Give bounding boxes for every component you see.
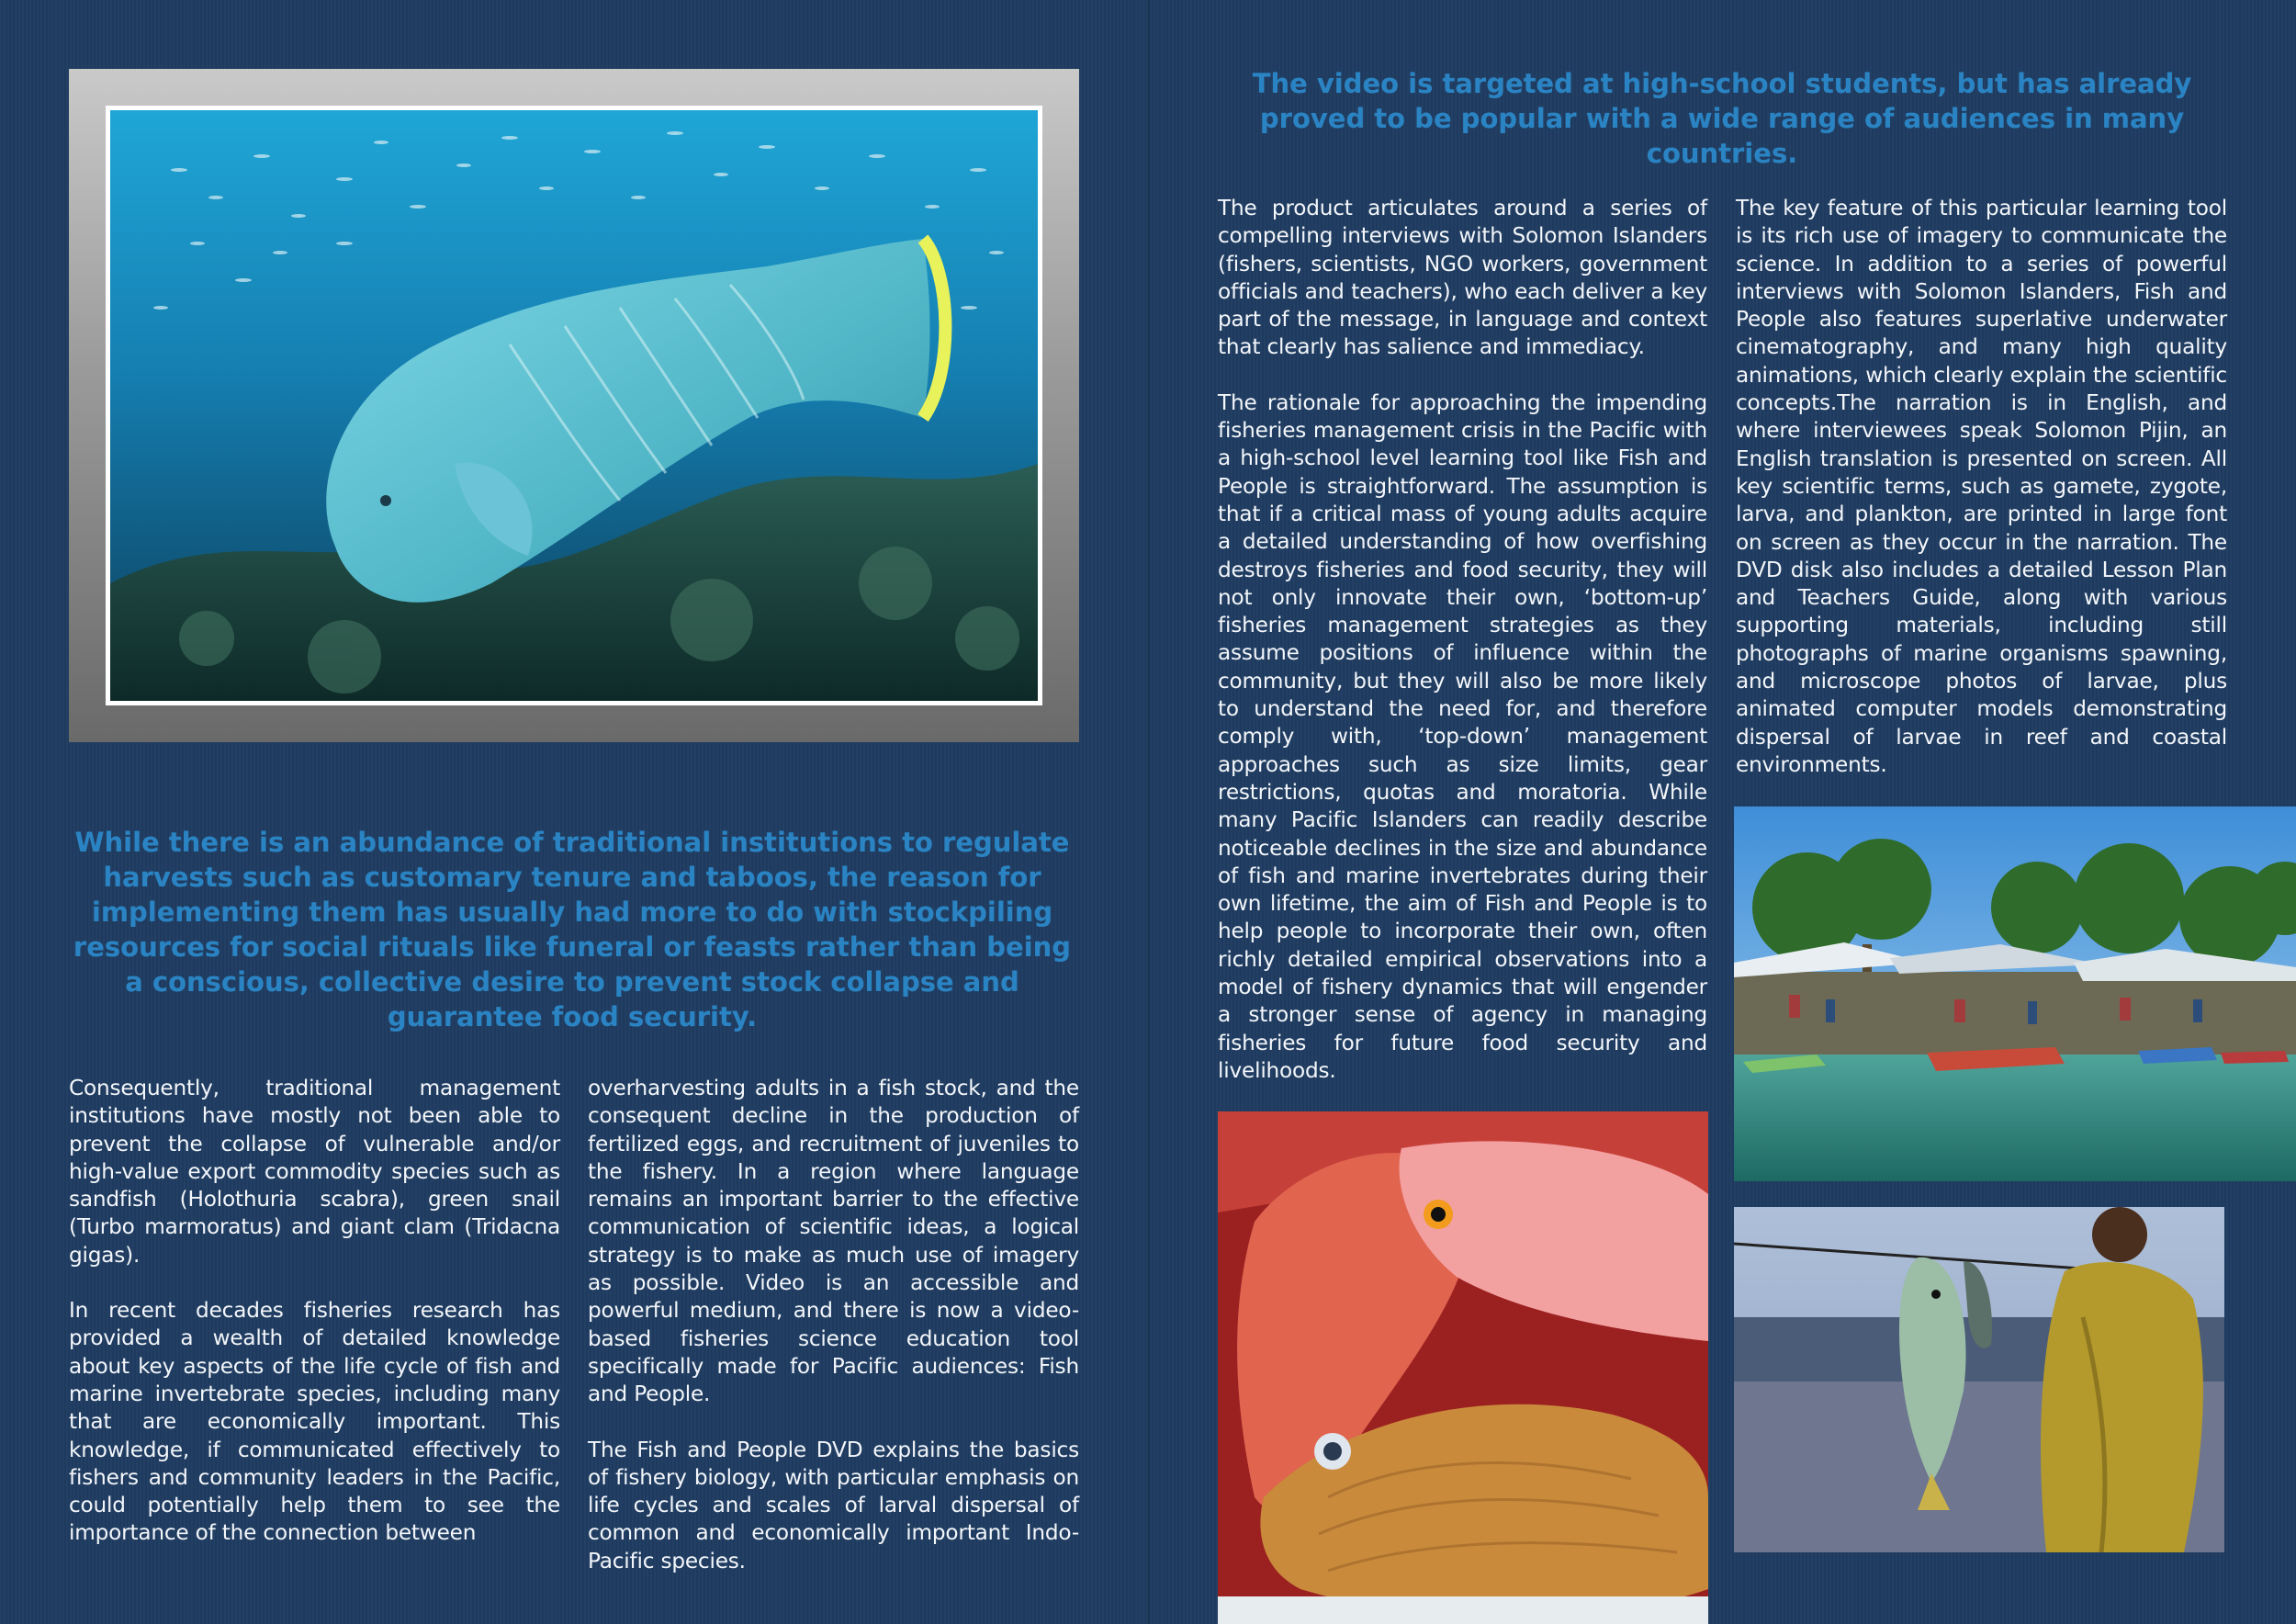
body-column-left-2 — [588, 1075, 1079, 1603]
paragraph: The rationale for approaching the impending fisheries management crisis in the Pacific with a high-school level learning tool like Fish and People is straightforward. The assumption is that if a critical mass of young adults acquire a detailed understanding of how overfishing destroys fisheries and food security, they will not only innovate their own, ‘bottom-up’ fisheries management strategies as they assume positions of influence within the community, but they will also be more likely to understand the need for, and therefore comply with, ‘top-down’ management approaches such as size limits, gear restrictions, quotas and moratoria. While many Pacific Islanders can readily describe noticeable declines in the size and abundance of fish and marine invertebrates during their own lifetime, the aim of Fish and People is to help people to incorporate their own, often richly detailed empirical observations into a model of fishery dynamics that will engender a stronger sense of agency in managing fisheries for future food security and livelihoods. — [1218, 389, 1707, 1083]
paragraph: In recent decades fisheries research has provided a wealth of detailed knowledge about key aspects of the life cycle of fish and marine invertebrate species, including many that are economically important. This knowledge, if communicated effectively to fishers and community leaders in the Pacific, could potentially help them to see the importance of the connection between — [69, 1298, 560, 1546]
pull-quote-traditional-institutions: While there is an abundance of traditional institutions to regulate harvests such as customary tenure and taboos, the reason for implementing them has usually had more to do with stockpiling resources for social rituals like funeral or feasts rather than being a conscious, collective desire to prevent stock collapse and guarantee food security. — [73, 827, 1072, 1032]
red-snapper-catch-photo — [1218, 1111, 1708, 1624]
page-gutter — [1148, 0, 1150, 1624]
body-column-right-2 — [1736, 195, 2227, 806]
paragraph: Consequently, traditional management institutions have mostly not been able to prevent the collapse of vulnerable and/or high-value export commodity species such as sandfish (Holothuria scabra), green snail (Turbo marmoratus) and giant clam (Tridacna gigas). — [69, 1076, 560, 1268]
paragraph: The product articulates around a series of compelling interviews with Solomon Islanders (fishers, scientists, NGO workers, government officials and teachers), who each deliver a key part of the message, in language and context that clearly has salience and immediacy. — [1218, 196, 1707, 360]
paragraph: The Fish and People DVD explains the basics of fishery biology, with particular emphasis on life cycles and scales of larval dispersal of common and economically important Indo-Pacific species. — [588, 1437, 1079, 1573]
humphead-wrasse-photo — [69, 69, 1079, 742]
paragraph: overharvesting adults in a fish stock, and the consequent decline in the production of fertilized eggs, and recruitment of juveniles to the fishery. In a region where language remains an important barrier to the effective communication of scientific ideas, a logical strategy is to make as much use of imagery as possible. Video is an accessible and powerful medium, and there is now a video-based fisheries science education tool specifically made for Pacific audiences: Fish and People. — [588, 1076, 1079, 1407]
paragraph: The key feature of this particular learning tool is its rich use of imagery to communicate the science. In addition to a series of powerful interviews with Solomon Islanders, Fish and People also features superlative underwater cinematography, and many high quality animations, which clearly explain the scientific concepts.The narration is in English, and where interviewees speak Solomon Pijin, an English translation is presented on screen. All key scientific terms, such as gamete, zygote, larva, and plankton, are printed in large font on screen as they occur in the narration. The DVD disk also includes a detailed Lesson Plan and Teachers Guide, along with various supporting materials, including still photographs of marine organisms spawning, and microscope photos of larvae, plus animated computer models demonstrating dispersal of larvae in reef and coastal environments. — [1736, 196, 2227, 777]
body-column-left-1 — [69, 1075, 560, 1575]
fish-market-photo — [1734, 806, 2296, 1181]
body-column-right-1 — [1218, 195, 1707, 1112]
pull-quote-video-targeting: The video is targeted at high-school students, but has already proved to be popular with a wide range of audiences in many countries. — [1252, 68, 2192, 169]
boy-with-fish-photo — [1734, 1207, 2224, 1552]
